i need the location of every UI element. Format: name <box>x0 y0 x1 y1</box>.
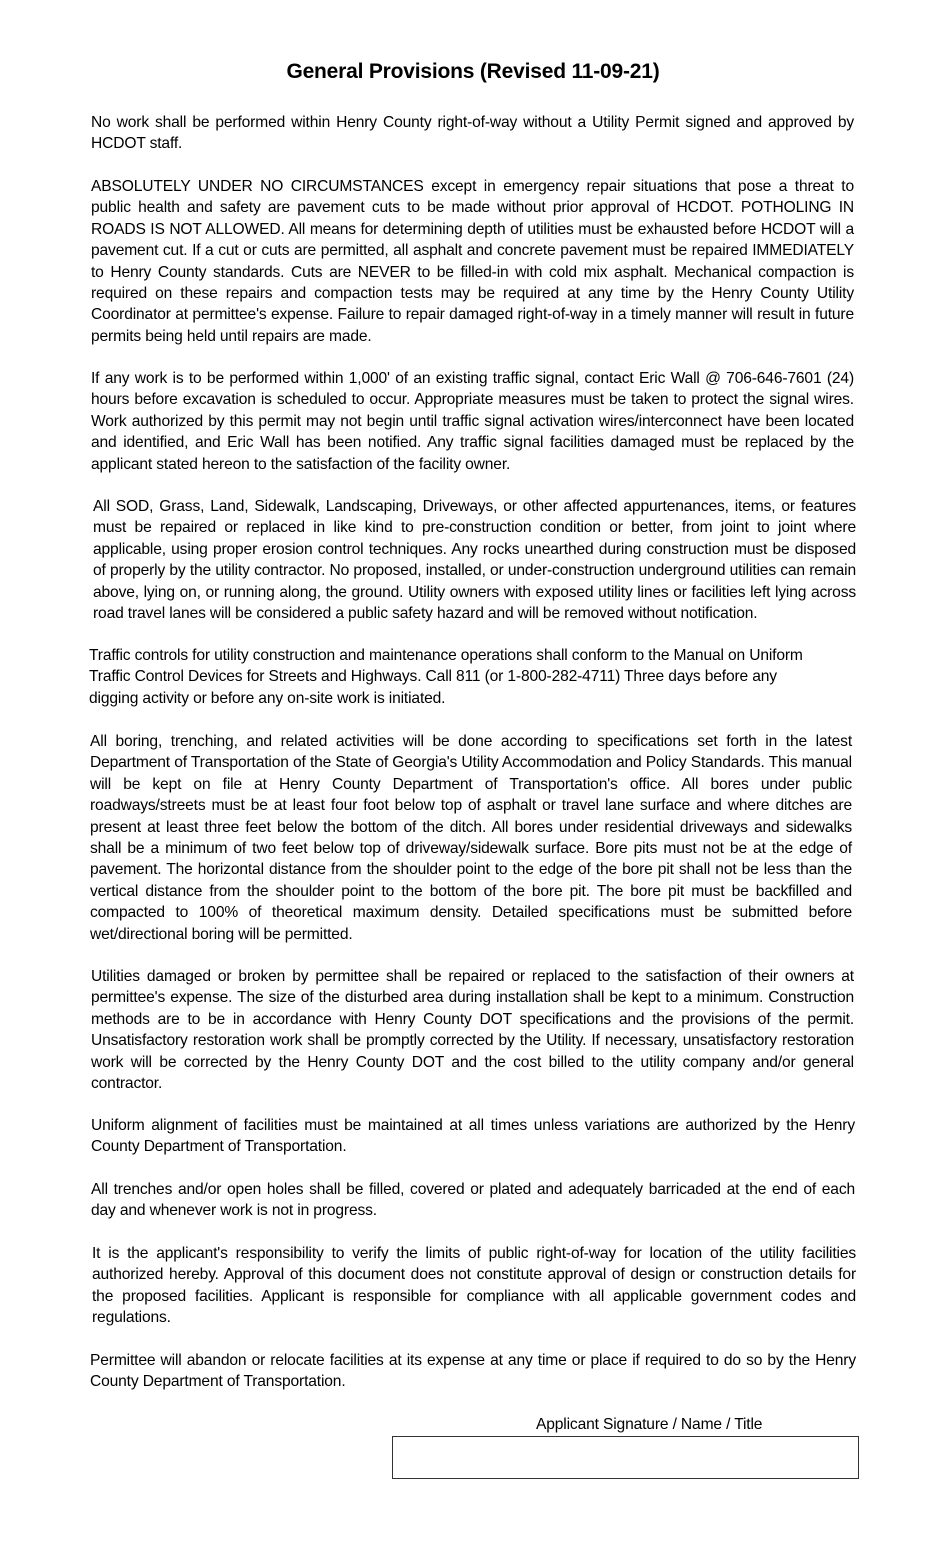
page-title: General Provisions (Revised 11-09-21) <box>286 60 660 83</box>
signature-label: Applicant Signature / Name / Title <box>536 1416 763 1433</box>
provision-traffic-signal: If any work is to be performed within 1,000' of an existing traffic signal, contact Eric Wall @ 706-646-7601 (24) hours before excavation is scheduled to occur. Appropriate measures must be taken to protect the signal wires. Work authorized by this permit may not begin until traffic signal activation wires/interconnect have been located and identified, and Eric Wall has been notified. Any traffic signal facilities damaged must be replaced by the applicant stated hereon to the satisfaction of the facility owner. <box>91 370 854 473</box>
provision-boring-trenching: All boring, trenching, and related activities will be done according to specifications set forth in the latest Department of Transportation of the State of Georgia's Utility Accommodation and Policy Standards. This manual will be kept on file at Henry County Department of Transportation's office. All bores under public roadways/streets must be at least four foot below top of asphalt or travel lane surface and where ditches are present at least three feet below the bottom of the ditch. All bores under residential driveways and sidewalks shall be a minimum of two feet below top of driveway/sidewalk surface. Bore pits must not be at the edge of pavement. The horizontal distance from the shoulder point to the edge of the bore pit shall not be less than the vertical distance from the shoulder point to the bottom of the bore pit. The bore pit must be backfilled and compacted to 100% of theoretical maximum density. Detailed specifications must be submitted before wet/directional boring will be permitted. <box>90 733 852 943</box>
provision-uniform-alignment: Uniform alignment of facilities must be maintained at all times unless variations are authorized by the Henry County Department of Transportation. <box>91 1117 855 1156</box>
provision-abandon-relocate: Permittee will abandon or relocate facilities at its expense at any time or place if required to do so by the Henry County Department of Transportation. <box>90 1352 856 1391</box>
provision-restoration: All SOD, Grass, Land, Sidewalk, Landscaping, Driveways, or other affected appurtenances, items, or features must be repaired or replaced in like kind to pre-construction condition or better, from joint to joint where applicable, using proper erosion control techniques. Any rocks unearthed during construction must be disposed of properly by the utility contractor. No proposed, installed, or under-construction underground utilities can remain above, lying on, or running along, the ground. Utility owners with exposed utility lines or facilities left lying across road travel lanes will be considered a public safety hazard and will be removed without notification. <box>93 498 856 623</box>
provision-pavement-cuts: ABSOLUTELY UNDER NO CIRCUMSTANCES except in emergency repair situations that pose a threat to public health and safety are pavement cuts to be made without prior approval of HCDOT. POTHOLING IN ROADS IS NOT ALLOWED. All means for determining depth of utilities must be exhausted before HCDOT will a pavement cut. If a cut or cuts are permitted, all asphalt and concrete pavement must be repaired IMMEDIATELY to Henry County standards. Cuts are NEVER to be filled-in with cold mix asphalt. Mechanical compaction is required on these repairs and compaction tests may be required at any time by the Henry County Utility Coordinator at permittee's expense. Failure to repair damaged right-of-way in a timely manner will result in future permits being held until repairs are made. <box>91 178 854 345</box>
provision-permit-required: No work shall be performed within Henry County right-of-way without a Utility Permit signed and approved by HCDOT staff. <box>91 114 854 153</box>
signature-field[interactable] <box>392 1436 859 1479</box>
provision-damaged-utilities: Utilities damaged or broken by permittee shall be repaired or replaced to the satisfaction of their owners at permittee's expense. The size of the disturbed area during installation shall be kept to a minimum. Construction methods are to be in accordance with Henry County DOT specifications and the provisions of the permit. Unsatisfactory restoration work shall be promptly corrected by the Utility. If necessary, unsatisfactory restoration work will be corrected by the Henry County DOT and the cost billed to the utility company and/or general contractor. <box>91 968 854 1093</box>
provision-trenches: All trenches and/or open holes shall be filled, covered or plated and adequately barricaded at the end of each day and whenever work is not in progress. <box>91 1181 855 1220</box>
provision-traffic-controls: Traffic controls for utility construction and maintenance operations shall conform to the Manual on Uniform Traffic Control Devices for Streets and Highways. Call 811 (or 1-800-282-4711) Three days before any digging activity or before any on-site work is initiated. <box>89 647 803 707</box>
provision-right-of-way: It is the applicant's responsibility to verify the limits of public right-of-way for location of the utility facilities authorized hereby. Approval of this document does not constitute approval of design or construction details for the proposed facilities. Applicant is responsible for compliance with all applicable government codes and regulations. <box>92 1245 856 1327</box>
